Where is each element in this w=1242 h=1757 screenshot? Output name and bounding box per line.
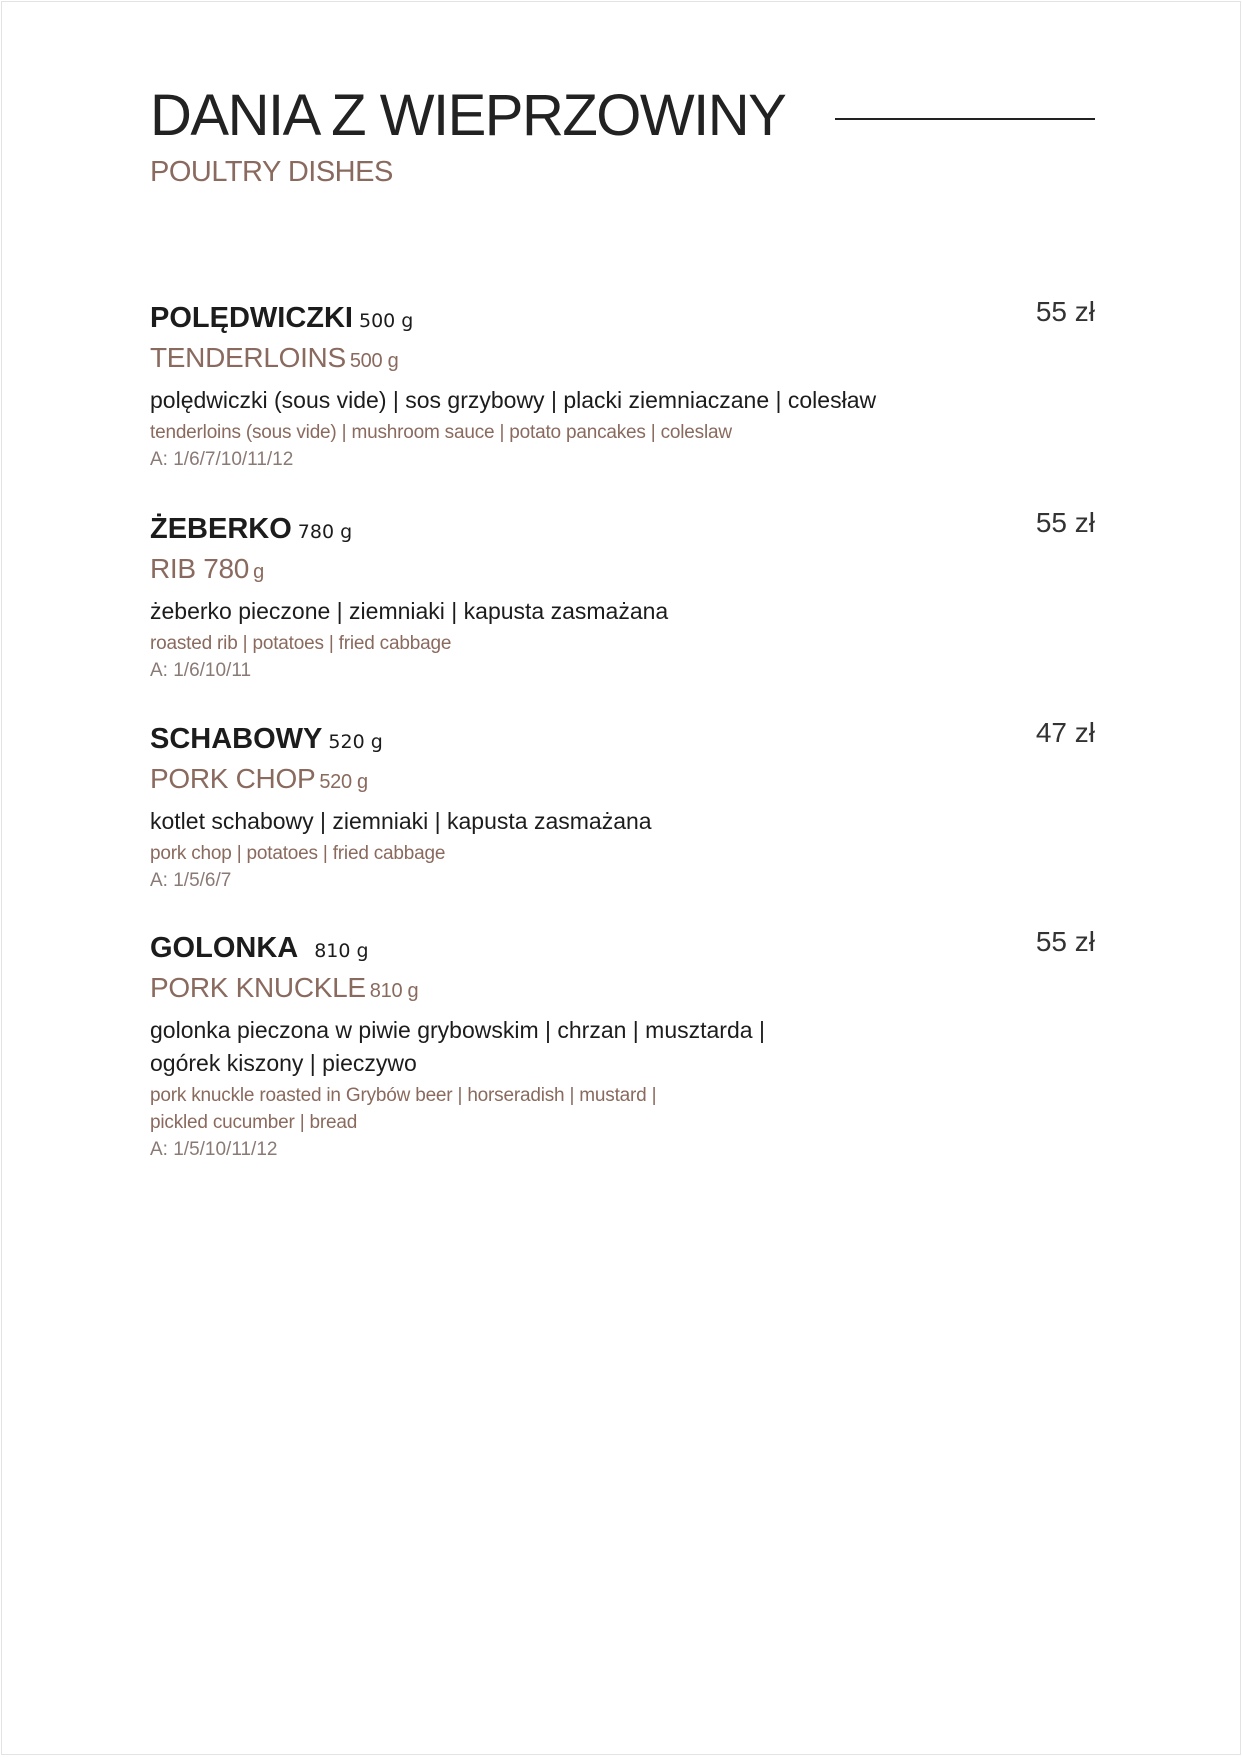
dish-name-en: RIB 780: [150, 553, 250, 584]
description-line: kotlet schabowy | ziemniaki | kapusta zasmażana: [150, 808, 652, 834]
dish-price: 55 zł: [1035, 296, 1095, 327]
description-line: żeberko pieczone | ziemniaki | kapusta zasmażana: [150, 598, 669, 624]
dish-allergens: A: 1/5/6/7: [150, 870, 232, 891]
menu-header: [150, 82, 1095, 189]
dish-name-pl: ŻEBERKO: [150, 513, 292, 545]
dish-weight-en: 500 g: [349, 350, 399, 372]
dish-name-pl: POLĘDWICZKI: [150, 302, 353, 334]
dish-description-pl: [150, 1014, 1095, 1080]
dish-allergens: A: 1/6/10/11: [150, 660, 252, 681]
dish-description-en: [150, 630, 1095, 657]
dish-weight-pl: 780 g: [297, 521, 353, 543]
dish-heading: [150, 926, 1095, 972]
dish-price: 55 zł: [1035, 507, 1095, 538]
page-subtitle: POULTRY DISHES: [150, 156, 393, 188]
description-line: ogórek kiszony | pieczywo: [150, 1050, 417, 1076]
dish-description-en: [150, 419, 1095, 446]
dish-weight-en: 520 g: [319, 771, 368, 793]
dish-item: [150, 296, 1095, 473]
description-line: roasted rib | potatoes | fried cabbage: [150, 633, 452, 654]
title-divider: [835, 118, 1095, 120]
menu-page: [1, 1, 1241, 1755]
dish-item: [150, 717, 1095, 894]
dish-weight-pl: 520 g: [328, 731, 383, 753]
dish-weight-pl: 810 g: [314, 940, 369, 962]
dish-name-en: TENDERLOINS: [150, 342, 346, 373]
dish-description-pl: [150, 384, 1095, 417]
dish-heading: [150, 717, 1095, 763]
dish-allergens: A: 1/6/7/10/11/12: [150, 449, 294, 470]
dish-name-en-row: [150, 972, 1095, 1004]
dish-description-en: [150, 840, 1095, 867]
dish-description-pl: [150, 595, 1095, 628]
description-line: pickled cucumber | bread: [150, 1112, 358, 1133]
dish-item: [150, 926, 1095, 1163]
description-line: polędwiczki (sous vide) | sos grzybowy | placki ziemniaczane | colesław: [150, 387, 877, 413]
dish-heading: [150, 507, 1095, 553]
dish-heading: [150, 296, 1095, 342]
dish-allergens: A: 1/5/10/11/12: [150, 1139, 278, 1160]
description-line: pork knuckle roasted in Grybów beer | horseradish | mustard |: [150, 1085, 657, 1106]
dish-price: 55 zł: [1035, 926, 1095, 957]
dish-weight-en: g: [253, 561, 264, 583]
description-line: golonka pieczona w piwie grybowskim | chrzan | musztarda |: [150, 1017, 765, 1043]
dish-name-en: PORK CHOP: [150, 763, 316, 794]
description-line: tenderloins (sous vide) | mushroom sauce | potato pancakes | coleslaw: [150, 422, 732, 443]
dish-name-en-row: [150, 553, 1095, 585]
dish-name-en-row: [150, 342, 1095, 374]
dish-description-en: [150, 1082, 1095, 1136]
dish-name-pl: SCHABOWY: [150, 723, 323, 755]
dish-name-en: PORK KNUCKLE: [150, 972, 366, 1003]
dish-name-en-row: [150, 763, 1095, 795]
page-title: DANIA Z WIEPRZOWINY: [150, 83, 786, 148]
description-line: pork chop | potatoes | fried cabbage: [150, 843, 446, 864]
dish-weight-pl: 500 g: [359, 310, 414, 332]
dish-name-pl: GOLONKA: [150, 932, 299, 964]
dish-item: [150, 507, 1095, 684]
dish-weight-en: 810 g: [369, 980, 419, 1002]
dish-description-pl: [150, 805, 1095, 838]
dish-price: 47 zł: [1035, 717, 1095, 748]
